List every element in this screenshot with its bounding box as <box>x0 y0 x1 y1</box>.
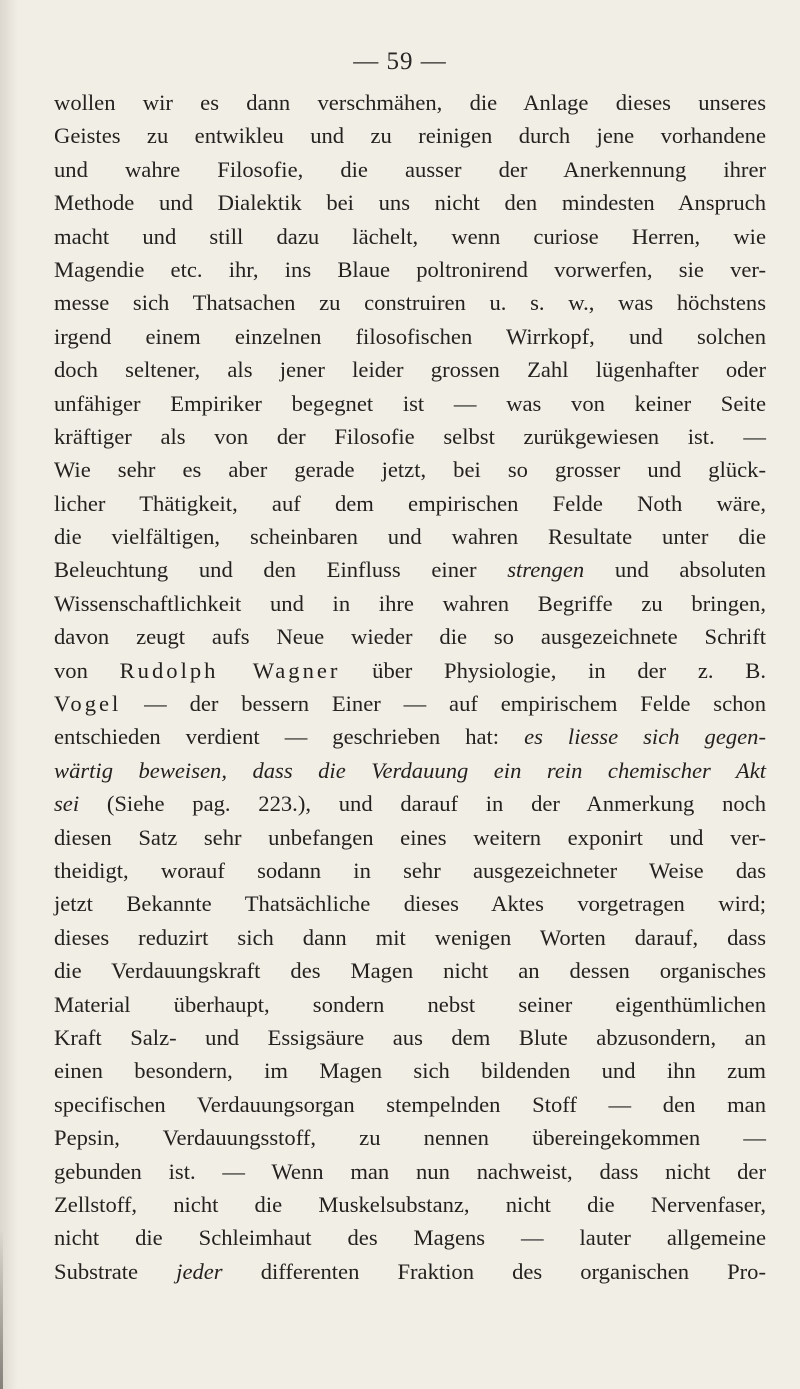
text-line: Zellstoff, nicht die Muskelsubstanz, nicht die Nervenfaser, <box>54 1191 766 1217</box>
text-run: — der bessern Einer — auf empirischem Felde schon <box>144 691 766 717</box>
text-line: irgend einem einzelnen filosofischen Wirrkopf, und solchen <box>54 323 766 349</box>
binding-mark <box>0 1230 3 1389</box>
text-line: licher Thätigkeit, auf dem empirischen Felde Noth wäre, <box>54 490 766 516</box>
text-line: dieses reduzirt sich dann mit wenigen Worten darauf, dass <box>54 924 766 950</box>
italic-quotation: sei <box>54 791 80 817</box>
italic-emphasis: strengen <box>507 557 585 583</box>
text-line: Material überhaupt, sondern nebst seiner eigenthümlichen <box>54 991 766 1017</box>
text-line: und wahre Filosofie, die ausser der Anerkennung ihrer <box>54 156 766 182</box>
text-line: gebunden ist. — Wenn man nun nachweist, dass nicht der <box>54 1158 766 1184</box>
text-line: specifischen Verdauungsorgan stempelnden Stoff — den man <box>54 1091 766 1117</box>
italic-emphasis: jeder <box>176 1258 223 1284</box>
text-line: wollen wir es dann verschmähen, die Anlage dieses unseres <box>54 90 766 115</box>
italic-quotation: es liesse sich gegen- <box>524 724 766 750</box>
page-number: — 59 — <box>353 48 447 75</box>
text-line: einen besondern, im Magen sich bildenden und ihn zum <box>54 1058 766 1084</box>
text-line: unfähiger Empiriker begegnet ist — was von keiner Seite <box>54 390 766 416</box>
text-run: Substrate <box>54 1258 139 1284</box>
text-line: Wissenschaftlichkeit und in ihre wahren Begriffe zu bringen, <box>54 590 766 616</box>
text-line <box>54 1255 766 1288</box>
text-line: messe sich Thatsachen zu construiren u. s. w., was höchstens <box>54 290 766 316</box>
text-line <box>54 553 766 586</box>
text-line: nicht die Schleimhaut des Magens — lauter allgemeine <box>54 1225 766 1251</box>
text-run: differenten Fraktion des organischen Pro- <box>260 1258 766 1284</box>
text-line: theidigt, worauf sodann in sehr ausgezeichneter Weise das <box>54 857 766 883</box>
text-line: Kraft Salz- und Essigsäure aus dem Blute abzusondern, an <box>54 1024 766 1050</box>
text-line: diesen Satz sehr unbefangen eines weitern exponirt und ver- <box>54 824 766 850</box>
text-run: Beleuchtung und den Einfluss einer <box>54 557 477 583</box>
text-line <box>54 687 766 720</box>
text-line: Methode und Dialektik bei uns nicht den mindesten Anspruch <box>54 190 766 216</box>
text-line: wärtig beweisen, dass die Verdauung ein rein chemischer Akt <box>54 757 766 783</box>
text-line: Geistes zu entwikleu und zu reinigen durch jene vorhandene <box>54 123 766 149</box>
text-run: entschieden verdient — geschrieben hat: <box>54 724 500 750</box>
text-line: die vielfältigen, scheinbaren und wahren Resultate unter die <box>54 524 766 550</box>
text-line <box>54 787 766 820</box>
body-text <box>54 86 766 1288</box>
text-run: (Siehe pag. 223.), und darauf in der Anmerkung noch <box>106 791 766 817</box>
text-line: doch seltener, als jener leider grossen Zahl lügenhafter oder <box>54 357 766 383</box>
text-line: davon zeugt aufs Neue wieder die so ausgezeichnete Schrift <box>54 624 766 650</box>
text-line <box>54 654 766 687</box>
text-line: Pepsin, Verdauungsstoff, zu nennen übereingekommen — <box>54 1125 766 1151</box>
text-run: von <box>54 657 88 683</box>
text-line: die Verdauungskraft des Magen nicht an dessen organisches <box>54 958 766 984</box>
text-line: Wie sehr es aber gerade jetzt, bei so grosser und glück- <box>54 457 766 483</box>
text-run: und absoluten <box>614 557 766 583</box>
text-line: kräftiger als von der Filosofie selbst zurükgewiesen ist. — <box>54 423 766 449</box>
author-name-spaced: Vogel <box>54 691 122 717</box>
text-line: jetzt Bekannte Thatsächliche dieses Aktes vorgetragen wird; <box>54 891 766 917</box>
text-run: über Physiologie, in der z. B. <box>372 657 767 683</box>
text-line <box>54 720 766 753</box>
page-edge-shadow <box>0 0 18 1389</box>
author-name-spaced: Rudolph Wagner <box>119 657 341 683</box>
text-line: macht und still dazu lächelt, wenn curiose Herren, wie <box>54 223 766 249</box>
text-line: Magendie etc. ihr, ins Blaue poltronirend vorwerfen, sie ver- <box>54 256 766 282</box>
